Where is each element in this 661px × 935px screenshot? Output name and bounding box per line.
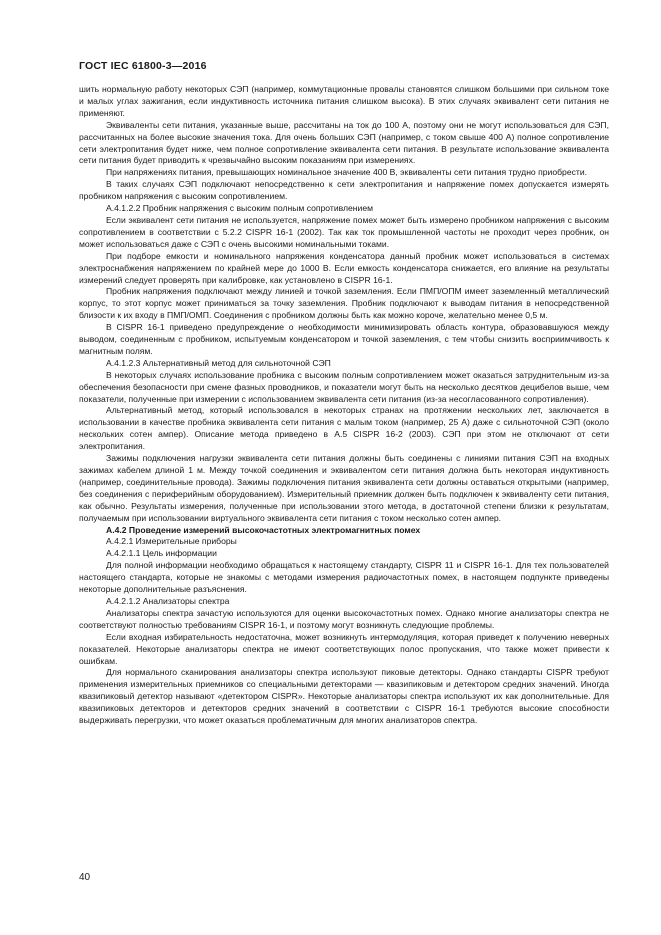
paragraph: В некоторых случаях использование пробника с высоким полным сопротивлением может оказаться затруднительным из-за обеспечения безопасности при смене фазных проводников, и показатели могут быть на несколько десятков децибелов выше, чем показатели, полученные при измерении с использованием эквивалента сети питания (из-за несогласованного сопротивления). [79, 369, 609, 404]
paragraph: А.4.1.2.3 Альтернативный метод для сильноточной СЭП [106, 357, 331, 368]
paragraph: Пробник напряжения подключают между линией и точкой заземления. Если ПМП/ОПМ имеет заземленный металлический корпус, то этот корпус может приниматься за точку заземления. Пробник подключают к выводам питания в непосредственной близости к их входу в ПМП/ОМП. Соединения с пробником должны быть как можно короче, желательно менее 0,5 м. [79, 286, 609, 321]
paragraph: При напряжениях питания, превышающих номинальное значение 400 В, эквиваленты сети питания трудно приобрести. [106, 167, 588, 178]
paragraph: Если эквивалент сети питания не используется, напряжение помех может быть измерено пробником напряжения с высоким сопротивлением в соответствии с 5.2.2 CISPR 16-1 (2002). Так как ток промышленной частоты не проходит через пробник, он может использоваться даже с СЭП с очень высокими номинальными токами. [79, 214, 609, 249]
page-number: 40 [79, 872, 91, 883]
paragraph: Для нормального сканирования анализаторы спектра используют пиковые детекторы. Однако стандарты CISPR требуют применения измерительных приемников со специальными детекторами — квазипиковым и детектором средних значений. Иногда квазипиковый детектор называют «детектором CISPR». Некоторые анализаторы спектра используют их как дополнительные. Для квазипиковых детекторов и детекторов средних значений в соответствии с CISPR 16-1 требуются высокие способности выдерживать перегрузки, что может оказаться проблематичным для многих анализаторов спектра. [79, 667, 609, 726]
paragraph: А.4.2 Проведение измерений высокочастотных электромагнитных помех [106, 524, 421, 535]
paragraph: Альтернативный метод, который использовался в некоторых странах на протяжении нескольких лет, заключается в использовании в качестве пробника эквивалента сети питания с малым током (например, 25 А) даже с сильноточной СЭП (около нескольких сотен ампер). Описание метода приведено в А.5 CISPR 16-2 (2003). СЭП при этом не отключают от сети электропитания. [79, 405, 609, 452]
paragraph: При подборе емкости и номинального напряжения конденсатора данный пробник может использоваться в системах электроснабжения напряжением по крайней мере до 1000 В. Если емкость конденсатора снижается, его влияние на результаты измерений следует проверять при калибровке, как установлено в CISPR 16-1. [79, 250, 609, 285]
paragraph: В CISPR 16-1 приведено предупреждение о необходимости минимизировать область контура, образовавшуюся между выводом, соединенным с пробником, испытуемым конденсатором и точкой заземления, с тем чтобы снизить восприимчивость к магнитным полям. [79, 322, 609, 356]
document-header: ГОСТ IEC 61800-3—2016 [79, 60, 207, 72]
paragraph: Эквиваленты сети питания, указанные выше, рассчитаны на ток до 100 А, поэтому они не могут использоваться для СЭП, рассчитанных на более высокие значения тока. Для очень больших СЭП (например, с током свыше 400 А) полное сопротивление сети электропитания будет ниже, чем полное сопротивление эквивалента сети питания. В результате использование эквивалента сети питания будет приводить к чрезвычайно высоким показаниям при измерениях. [79, 119, 609, 166]
paragraph: А.4.1.2.2 Пробник напряжения с высоким полным сопротивлением [106, 203, 374, 214]
paragraph: А.4.2.1.2 Анализаторы спектра [106, 595, 230, 606]
paragraph: В таких случаях СЭП подключают непосредственно к сети электропитания и напряжение помех допускается измерять пробником напряжения с высоким сопротивлением. [79, 179, 609, 202]
paragraph: Для полной информации необходимо обращаться к настоящему стандарту, CISPR 11 и CISPR 16-1. Для тех пользователей настоящего стандарта, которые не знакомы с методами измерения радиочастотных помех, в настоящем подпункте приведены некоторые дополнительные разъяснения. [79, 560, 609, 595]
paragraph: Зажимы подключения нагрузки эквивалента сети питания должны быть соединены с линиями питания СЭП на входных зажимах кабелем длиной 1 м. Между точкой соединения и эквивалентом сети питания должна быть некоторая индуктивность (например, соединительные провода). Зажимы подключения питания эквивалента сети должны оставаться открытыми (например, без соединения с периферийным оборудованием). Измерительный приемник должен быть подключен к эквиваленту сети питания, как обычно. Результаты измерения, полученные при использовании этого метода, в достаточной степени близки к результатам, получаемым при использовании виртуального эквивалента сети питания с током несколько сотен ампер. [79, 453, 609, 523]
body-text [79, 84, 609, 727]
paragraph: Анализаторы спектра зачастую используются для оценки высокочастотных помех. Однако многие анализаторы спектра не соответствуют полностью требованиям CISPR 16-1, и поэтому могут возникнуть следующие проблемы. [79, 607, 609, 630]
paragraph: Если входная избирательность недостаточна, может возникнуть интермодуляция, которая приведет к получению неверных показателей. Некоторые анализаторы спектра не имеют соответствующих полос пропускания, что также может привести к ошибкам. [79, 631, 609, 666]
paragraph: шить нормальную работу некоторых СЭП (например, коммутационные провалы становятся слишком большими при сильном токе и малых углах зажигания, если индуктивность источника питания слишком высока). В этих случаях эквивалент сети питания не применяют. [79, 84, 609, 118]
paragraph: А.4.2.1 Измерительные приборы [106, 536, 237, 547]
paragraph: А.4.2.1.1 Цель информации [106, 548, 217, 559]
